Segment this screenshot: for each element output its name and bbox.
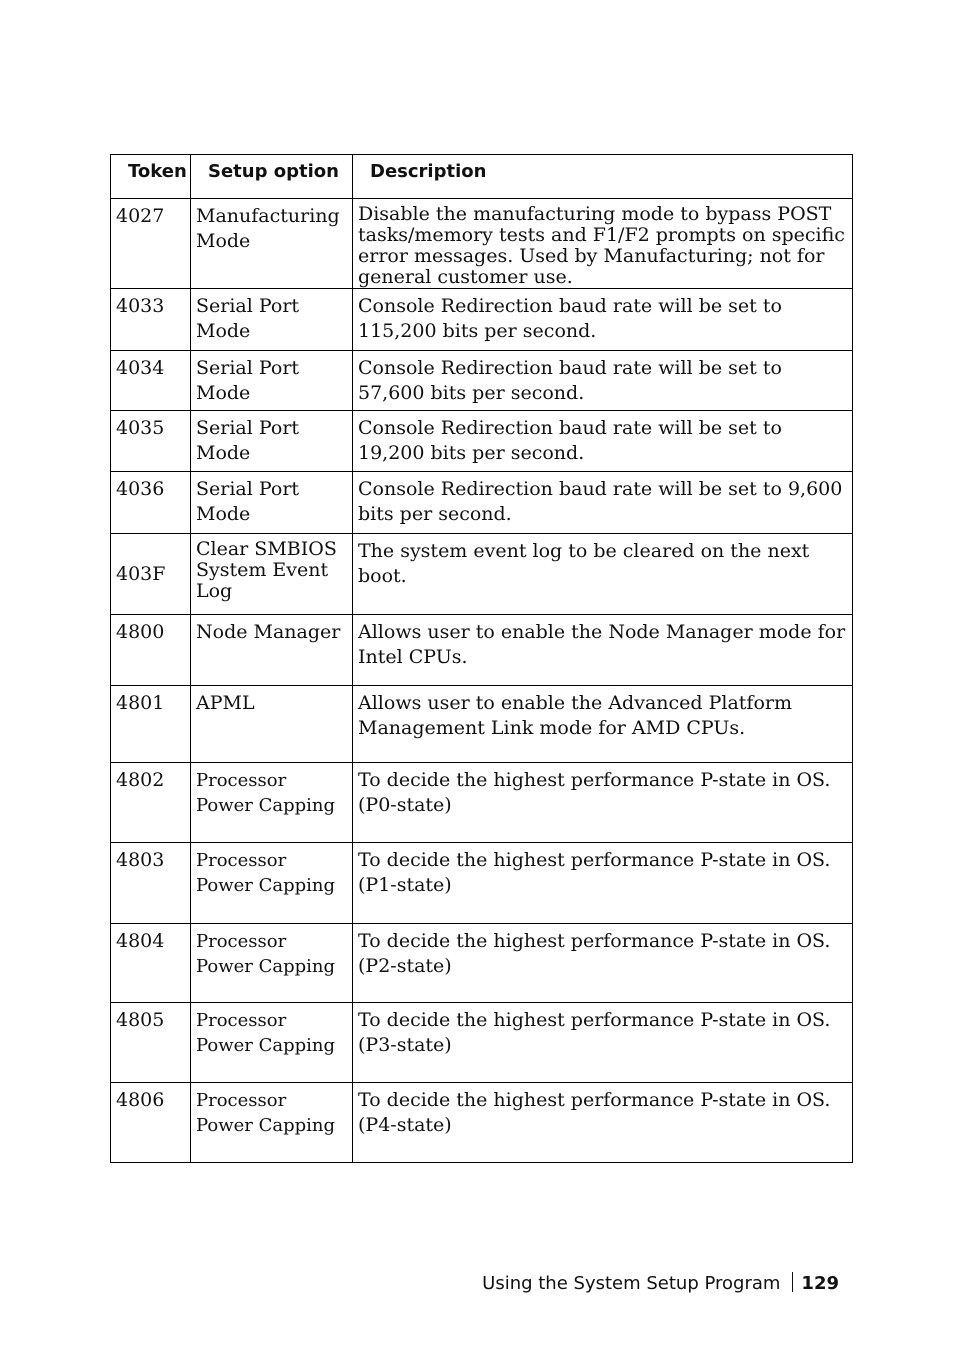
option-cell: Clear SMBIOS System Event Log <box>191 534 353 615</box>
description-cell: To decide the highest performance P-state in OS. (P3-state) <box>353 1003 853 1083</box>
description-cell: Console Redirection baud rate will be set to 9,600 bits per second. <box>353 472 853 534</box>
token-cell: 4800 <box>111 615 191 686</box>
table-row <box>111 615 853 686</box>
description-cell: Console Redirection baud rate will be set to 115,200 bits per second. <box>353 289 853 351</box>
header-setup-option: Setup option <box>191 155 353 199</box>
table-row <box>111 843 853 924</box>
token-cell: 4034 <box>111 351 191 411</box>
table-row <box>111 534 853 615</box>
option-cell: Processor Power Capping <box>191 763 353 843</box>
option-cell: Processor Power Capping <box>191 1083 353 1163</box>
page-number: 129 <box>801 1273 839 1294</box>
description-cell: To decide the highest performance P-state in OS. (P4-state) <box>353 1083 853 1163</box>
description-cell: To decide the highest performance P-state in OS. (P1-state) <box>353 843 853 924</box>
header-token: Token <box>111 155 191 199</box>
option-cell: Serial Port Mode <box>191 289 353 351</box>
option-cell: Node Manager <box>191 615 353 686</box>
option-cell: APML <box>191 686 353 763</box>
table-row <box>111 924 853 1003</box>
token-cell: 4036 <box>111 472 191 534</box>
token-cell: 4804 <box>111 924 191 1003</box>
table-row <box>111 1003 853 1083</box>
description-cell: The system event log to be cleared on the next boot. <box>353 534 853 615</box>
description-cell: Allows user to enable the Node Manager mode for Intel CPUs. <box>353 615 853 686</box>
table-row <box>111 289 853 351</box>
option-cell: Serial Port Mode <box>191 351 353 411</box>
token-cell: 4806 <box>111 1083 191 1163</box>
description-cell: Allows user to enable the Advanced Platform Management Link mode for AMD CPUs. <box>353 686 853 763</box>
token-cell: 4803 <box>111 843 191 924</box>
description-cell: To decide the highest performance P-state in OS. (P0-state) <box>353 763 853 843</box>
description-cell: To decide the highest performance P-state in OS. (P2-state) <box>353 924 853 1003</box>
option-cell: Manufacturing Mode <box>191 199 353 289</box>
header-description: Description <box>353 155 853 199</box>
table-row <box>111 1083 853 1163</box>
token-cell: 4802 <box>111 763 191 843</box>
table-header-row <box>111 155 853 199</box>
description-cell: Console Redirection baud rate will be set to 19,200 bits per second. <box>353 411 853 472</box>
token-cell: 4027 <box>111 199 191 289</box>
table-row <box>111 763 853 843</box>
token-cell: 4801 <box>111 686 191 763</box>
table-row <box>111 199 853 289</box>
footer-section-title: Using the System Setup Program <box>482 1273 781 1294</box>
token-cell: 403F <box>111 534 191 615</box>
option-cell: Processor Power Capping <box>191 1003 353 1083</box>
description-cell: Disable the manufacturing mode to bypass POST tasks/memory tests and F1/F2 prompts on specific error messages. Used by Manufacturing; not for general customer use. <box>353 199 853 289</box>
table-row <box>111 686 853 763</box>
option-cell: Serial Port Mode <box>191 472 353 534</box>
footer-separator <box>792 1272 793 1292</box>
token-cell: 4035 <box>111 411 191 472</box>
table-row <box>111 472 853 534</box>
option-cell: Serial Port Mode <box>191 411 353 472</box>
token-cell: 4033 <box>111 289 191 351</box>
table-row <box>111 351 853 411</box>
option-cell: Processor Power Capping <box>191 843 353 924</box>
table-row <box>111 411 853 472</box>
description-cell: Console Redirection baud rate will be set to 57,600 bits per second. <box>353 351 853 411</box>
token-cell: 4805 <box>111 1003 191 1083</box>
page-footer <box>482 1272 839 1294</box>
setup-token-table <box>110 154 853 1163</box>
option-cell: Processor Power Capping <box>191 924 353 1003</box>
